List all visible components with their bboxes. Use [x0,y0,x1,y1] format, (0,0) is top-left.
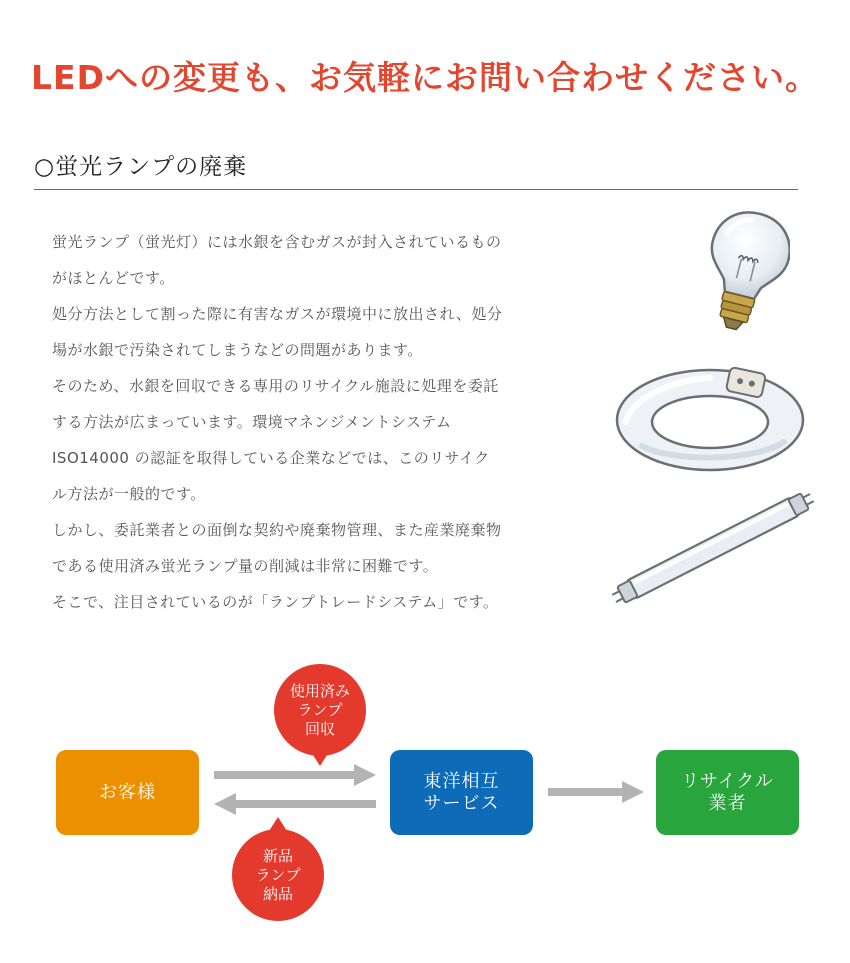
body-text [52,224,587,620]
body-line: 蛍光ランプ（蛍光灯）には水銀を含むガスが封入されているもの [52,233,502,251]
body-line: 場が水銀で汚染されてしまうなどの問題があります。 [52,341,423,359]
body-line: ル方法が一般的です。 [52,485,206,503]
body-line: する方法が広まっています。環境マネンジメントシステム [52,413,452,431]
light-bulb-icon [700,208,790,338]
delivery-bubble: 新品 ランプ 納品 [232,829,324,921]
section-title: ○蛍光ランプの廃棄 [34,154,248,180]
body-line: がほとんどです。 [52,269,175,287]
collection-bubble: 使用済み ランプ 回収 [274,664,366,756]
straight-fluorescent-tube-icon [606,492,820,604]
body-line: 処分方法として割った際に有害なガスが環境中に放出され、処分 [52,305,503,323]
toyo-sogo-service-box: 東洋相互 サービス [390,750,533,835]
circular-fluorescent-lamp-icon [612,362,808,474]
delivery-bubble-tail [269,817,287,831]
body-line: そのため、水銀を回収できる専用のリサイクル施設に処理を委託 [52,377,499,395]
body-line: そこで、注目されているのが「ランプトレードシステム」です。 [52,593,499,611]
recycler-box: リサイクル 業者 [656,750,799,835]
collection-bubble-tail [311,752,329,766]
section-divider [34,189,798,190]
arrow-right-top [214,764,376,786]
body-line: ISO14000 の認証を取得している企業などでは、このリサイク [52,449,490,467]
body-line: である使用済み蛍光ランプ量の削減は非常に困難です。 [52,557,439,575]
arrow-right-to-recycler [548,781,644,803]
customer-box: お客様 [56,750,199,835]
body-line: しかし、委託業者との面倒な契約や廃棄物管理、また産業廃棄物 [52,521,502,539]
page-headline: LEDへの変更も、お気軽にお問い合わせください。 [31,58,819,97]
arrow-left-bottom [214,793,376,815]
